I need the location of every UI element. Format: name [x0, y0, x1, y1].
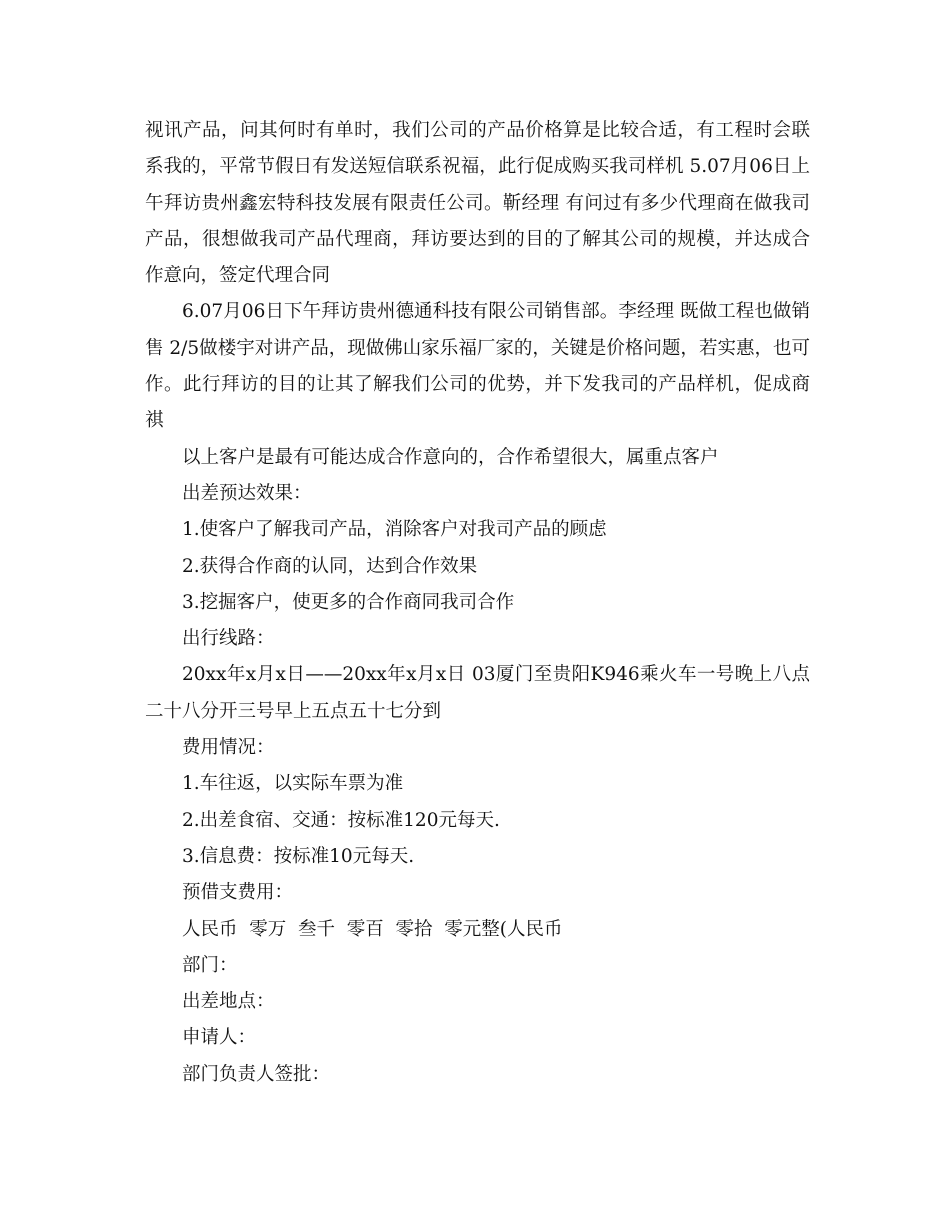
list-item-expense-2: 2.出差食宿、交通：按标准120元每天.: [182, 809, 500, 831]
heading-advance-payment: 预借支费用：: [182, 882, 294, 904]
document-body: [145, 113, 810, 1093]
field-amount-rmb: 人民币 零万 叁千 零百 零拾 零元整(人民币: [182, 918, 563, 940]
list-item-expense-3: 3.信息费：按标准10元每天.: [182, 845, 415, 867]
paragraph-visit-xinhongte: 视讯产品，问其何时有单时，我们公司的产品价格算是比较合适，有工程时会联系我的，平常节假日有发送短信联系祝福，此行促成购买我司样机 5.07月06日上午拜访贵州鑫宏特科技发展有限责任公司。靳经理 有问过有多少代理商在做我司产品，很想做我司产品代理商，拜访要达到的目的了解其公司的规模，并达成合作意向，签定代理合同: [145, 120, 810, 287]
paragraph-travel-route: 20xx年x月x日——20xx年x月x日 03厦门至贵阳K946乘火车一号晚上八点二十八分开三号早上五点五十七分到: [145, 664, 810, 722]
list-item-result-3: 3.挖掘客户，使更多的合作商同我司合作: [182, 591, 515, 613]
heading-expenses: 费用情况：: [182, 737, 275, 759]
heading-travel-route: 出行线路：: [182, 628, 275, 650]
paragraph-key-clients: 以上客户是最有可能达成合作意向的，合作希望很大，属重点客户: [182, 446, 719, 468]
list-item-expense-1: 1.车往返，以实际车票为准: [182, 773, 404, 795]
heading-expected-results: 出差预达效果：: [182, 482, 312, 504]
field-applicant: 申请人：: [182, 1027, 257, 1049]
paragraph-visit-detong: 6.07月06日下午拜访贵州德通科技有限公司销售部。李经理 既做工程也做销售 2/5做楼宇对讲产品，现做佛山家乐福厂家的，关键是价格问题，若实惠，也可作。此行拜访的目的让其了解我们公司的优势，并下发我司的产品样机，促成商祺: [145, 301, 810, 432]
list-item-result-1: 1.使客户了解我司产品，消除客户对我司产品的顾虑: [182, 519, 607, 541]
field-department-head-approval: 部门负责人签批：: [182, 1063, 331, 1085]
field-destination: 出差地点：: [182, 991, 275, 1013]
list-item-result-2: 2.获得合作商的认同，达到合作效果: [182, 555, 478, 577]
field-department: 部门：: [182, 954, 238, 976]
